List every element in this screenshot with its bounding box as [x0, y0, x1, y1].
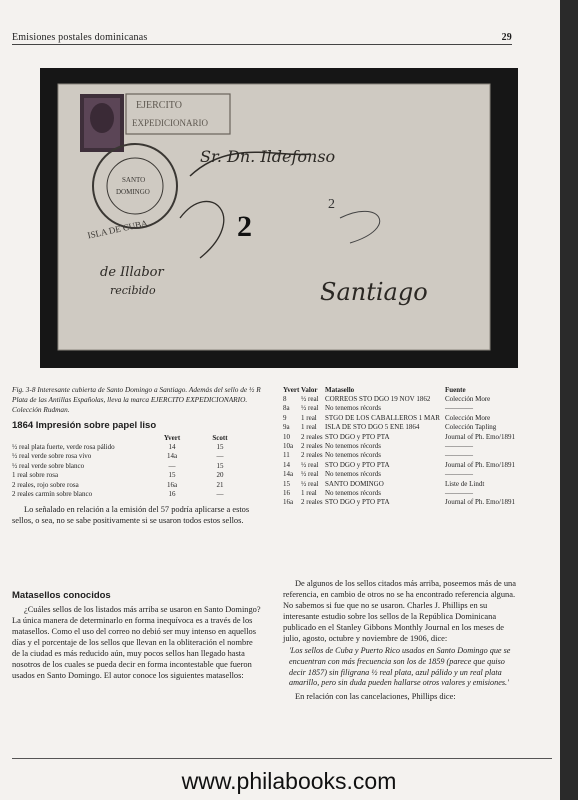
table-row: 8 ½ real CORREOS STO DGO 19 NOV 1862 Colección More	[283, 395, 491, 403]
scan-edge	[560, 0, 578, 800]
site-watermark: www.philabooks.com	[181, 768, 397, 794]
issue-table	[12, 434, 244, 499]
table-row: 10a 2 reales No tenemos récords ————	[283, 442, 473, 451]
table-row: 15 ½ real SANTO DOMINGO Liste de Lindt	[283, 479, 485, 488]
table-row: 9a 1 real ISLA DE STO DGO 5 ENE 1864 Colección Tapling	[283, 423, 497, 432]
table-row: 9 1 real STGO DE LOS CABALLEROS 1 MAR Colección More	[283, 413, 491, 422]
svg-text:ISLA DE CUBA: ISLA DE CUBA	[86, 217, 149, 241]
svg-text:de Illabor: de Illabor	[100, 265, 164, 280]
col-matasello: Matasello	[325, 386, 355, 394]
cover-photo	[40, 68, 518, 368]
svg-text:2: 2	[237, 210, 252, 243]
col-yvert: Yvert	[163, 434, 181, 442]
issue-1864-section	[12, 420, 262, 526]
figure-caption: Fig. 3-8 Interesante cubierta de Santo Domingo a Santiago. Además del sello de ½ R Plata de las Antillas Españolas, lleva la marca EJERCITO EXPEDICIONARIO. Colección Rudman.	[12, 385, 261, 414]
table-row: 14a ½ real No tenemos récords ————	[283, 470, 473, 479]
svg-text:DOMINGO: DOMINGO	[116, 188, 150, 196]
page-number: 29	[501, 32, 512, 43]
table-row: 8a ½ real No tenemos récords ————	[283, 404, 473, 413]
postmark-table-section	[283, 386, 523, 508]
col-fuente: Fuente	[445, 386, 466, 394]
col-valor: Valor	[301, 386, 318, 394]
svg-text:2: 2	[328, 197, 335, 212]
svg-text:Sr. Dn. Ildefonso: Sr. Dn. Ildefonso	[200, 147, 336, 166]
matasellos-section	[12, 590, 262, 681]
table-row: 2 reales, rojo sobre rosa 16a 21	[12, 480, 224, 489]
svg-text:recibido: recibido	[110, 284, 156, 297]
col-yvert: Yvert	[283, 386, 300, 394]
matasellos-paragraph: ¿Cuáles sellos de los listados más arriba se usaron en Santo Domingo? La única manera de determinarlo en forma inequívoca es a través de los matasellos. Como el uso del correo no debió ser muy intenso en aquellos días y el porcentaje de los sellos que llevan en la obliteración el nombre de la ciudad es más reducido aún, muy pocos sellos han llegado hasta nosotros de los cuales se pueda decir en forma incontestable que fueron usados en Santo Domingo. El autor conoce los siguientes matasellos:	[12, 605, 261, 680]
paragraph-2: De algunos de los sellos citados más arriba, poseemos más de una referencia, en cambio de otros no se ha encontrado referencia alguna. No sabemos si fue que no se usaron. Charles J. Phillips en su interesante estudio sobre los sellos de la República Dominicana publicado en el Stanley Gibbons Monthly Journal en los meses de julio, agosto, octubre y noviembre de 1906, dice:	[283, 579, 516, 643]
issue-heading: 1864 Impresión sobre papel liso	[12, 420, 157, 431]
table-row: ½ real verde sobre rosa vivo 14a —	[12, 452, 224, 461]
matasellos-heading: Matasellos conocidos	[12, 590, 111, 601]
phillips-quote: 'Los sellos de Cuba y Puerto Rico usados en Santo Domingo que se encuentran con más frecuencia son los de 1859 (parece que quiso decir 1857) sin filigrana ½ real plata, azul pálido y un real plata amarillo, pero sin duda pueden hallarse otros valores y emisiones.'	[289, 646, 511, 688]
table-row: 1 real sobre rosa 15 20	[12, 471, 224, 480]
svg-text:EXPEDICIONARIO: EXPEDICIONARIO	[132, 118, 208, 128]
table-row: ½ real plata fuerte, verde rosa pálido 14 15	[12, 443, 224, 451]
svg-text:Santiago: Santiago	[320, 278, 428, 306]
table-row: 2 reales carmín sobre blanco 16 —	[12, 490, 224, 499]
table-row: 11 2 reales No tenemos récords ————	[283, 451, 473, 460]
svg-text:SANTO: SANTO	[122, 176, 146, 184]
footer-rule	[12, 758, 552, 759]
postmark-table	[283, 386, 523, 508]
table-row: 16a 2 reales STO DGO y PTO PTA Journal of Ph. Emo/1891	[283, 498, 515, 507]
running-header	[12, 30, 512, 45]
paragraph-1: Lo señalado en relación a la emisión del 57 podría aplicarse a estos sellos, o sea, no se sabe positivamente si se usaron todos estos sellos.	[12, 505, 250, 526]
paragraph-3: En relación con las cancelaciones, Phillips dice:	[295, 692, 456, 702]
envelope-illustration	[40, 68, 518, 368]
table-row: ½ real verde sobre blanco — 15	[12, 461, 224, 470]
right-text-block	[283, 578, 523, 702]
col-scott: Scott	[212, 434, 228, 442]
table-row: 14 ½ real STO DGO y PTO PTA Journal of Ph. Emo/1891	[283, 460, 515, 469]
table-row: 16 1 real No tenemos récords ————	[283, 489, 473, 498]
table-row: 10 2 reales STO DGO y PTO PTA Journal of Ph. Emo/1891	[283, 432, 515, 441]
svg-text:EJERCITO: EJERCITO	[136, 100, 182, 111]
running-title: Emisiones postales dominicanas	[12, 32, 148, 43]
